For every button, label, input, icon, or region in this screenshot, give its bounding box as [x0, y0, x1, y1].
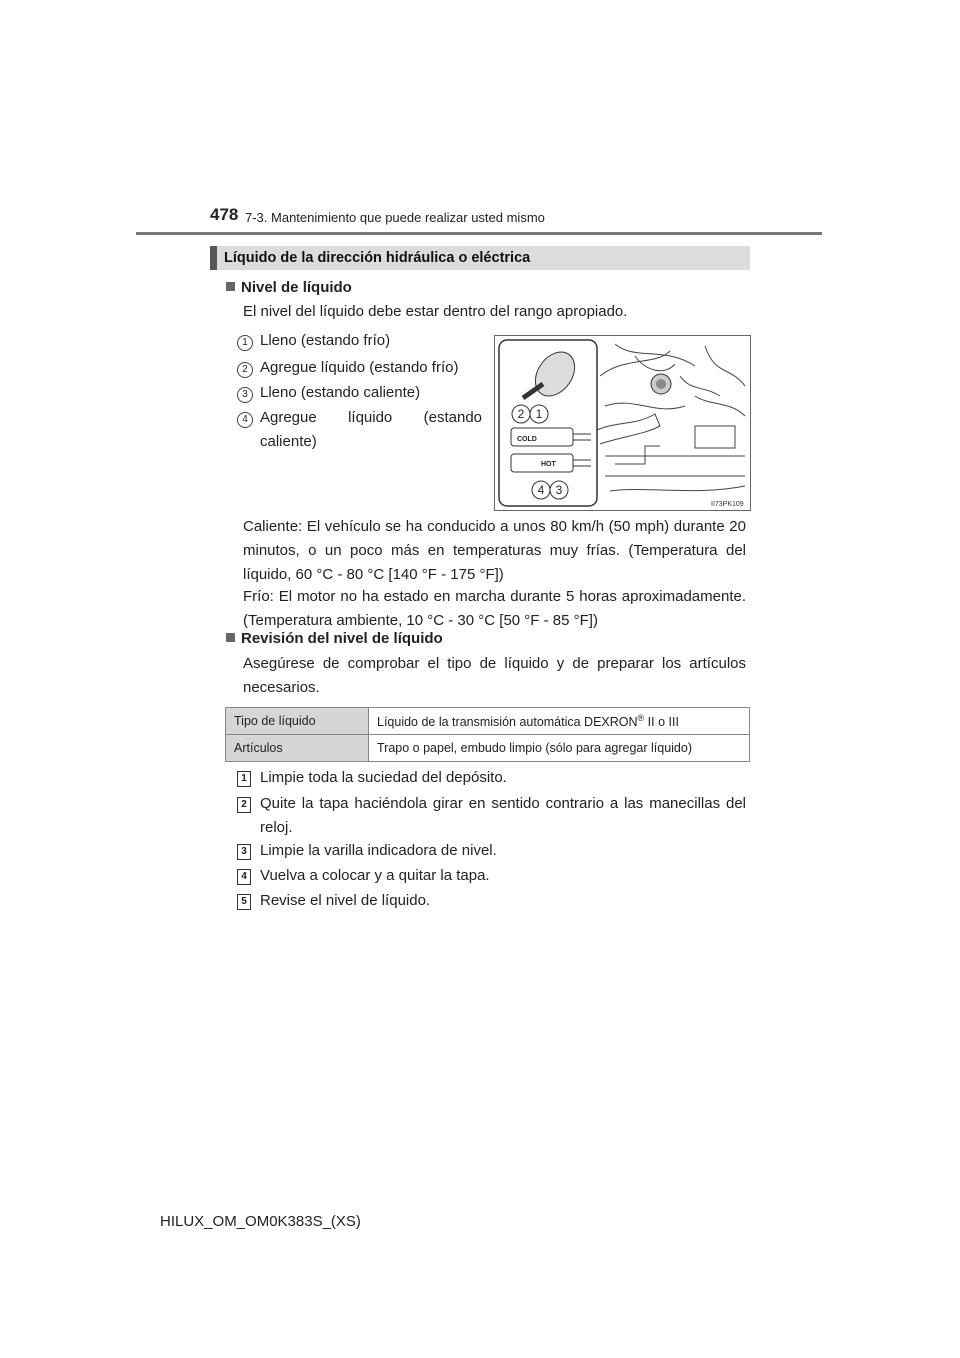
level-item: 3 Lleno (estando caliente) [237, 381, 253, 405]
level-item: 2 Agregue líquido (estando frío) [237, 356, 253, 380]
step-number: 4 [237, 869, 251, 885]
callout-label: 1 [535, 407, 543, 421]
check-level-intro: Asegúrese de comprobar el tipo de líquido y de preparar los artículos necesarios. [243, 655, 746, 696]
document-code: HILUX_OM_OM0K383S_(XS) [160, 1213, 361, 1230]
requirements-table [225, 707, 750, 762]
cold-note: Frío: El motor no ha estado en marcha durante 5 horas aproximadamente. (Temperatura ambiente, 10 °C - 30 °C [50 °F - 85 °F]) [243, 588, 746, 629]
step-text: Vuelva a colocar y a quitar la tapa. [260, 867, 490, 884]
section-title: 7-3. Mantenimiento que puede realizar usted mismo [245, 210, 545, 225]
fluid-level-intro: El nivel del líquido debe estar dentro del rango apropiado. [243, 303, 628, 320]
step-text: Quite la tapa haciéndola girar en sentido contrario a las manecillas del reloj. [260, 795, 746, 836]
reservoir-illustration [495, 336, 750, 510]
callout-label: 4 [537, 483, 545, 497]
step-text: Limpie toda la suciedad del depósito. [260, 769, 507, 786]
check-level-heading: Revisión del nivel de líquido [226, 627, 443, 651]
square-bullet-icon [226, 282, 235, 291]
step-number: 5 [237, 894, 251, 910]
level-item: 4 Agregue líquido (estando caliente) [237, 406, 253, 430]
hot-mark-label: HOT [541, 461, 556, 468]
callout-4-icon: 4 [237, 412, 253, 428]
square-bullet-icon [226, 633, 235, 642]
step-number: 1 [237, 771, 251, 787]
table-value: Líquido de la transmisión automática DEXRON® II o III [369, 708, 750, 735]
hot-note: Caliente: El vehículo se ha conducido a unos 80 km/h (50 mph) durante 20 minutos, o un poco más en temperaturas muy frías. (Temperatura del líquido, 60 °C - 80 °C [140 °F - 175 °F]) [243, 518, 746, 583]
step-text: Limpie la varilla indicadora de nivel. [260, 842, 497, 859]
table-value: Trapo o papel, embudo limpio (sólo para agregar líquido) [369, 735, 750, 762]
step-number: 2 [237, 797, 251, 813]
callout-label: 3 [555, 483, 563, 497]
table-key: Tipo de líquido [226, 708, 369, 735]
step-text: Revise el nivel de líquido. [260, 892, 431, 909]
figure-code: II73PK109 [711, 501, 744, 508]
bar-accent [210, 246, 217, 270]
table-row [226, 708, 750, 735]
fluid-level-heading: Nivel de líquido [226, 276, 352, 300]
callout-2-icon: 2 [237, 362, 253, 378]
section-heading-bar [210, 246, 750, 270]
callout-1-icon: 1 [237, 335, 253, 351]
header-rule [136, 232, 822, 235]
level-item: 1 Lleno (estando frío) [237, 329, 253, 353]
cold-mark-label: COLD [517, 436, 537, 443]
callout-3-icon: 3 [237, 387, 253, 403]
table-key: Artículos [226, 735, 369, 762]
section-heading: Líquido de la dirección hidráulica o eléctrica [224, 250, 531, 266]
callout-label: 2 [517, 407, 525, 421]
reservoir-figure [494, 335, 751, 511]
page-number: 478 [210, 205, 239, 224]
table-row [226, 735, 750, 762]
step-number: 3 [237, 844, 251, 860]
